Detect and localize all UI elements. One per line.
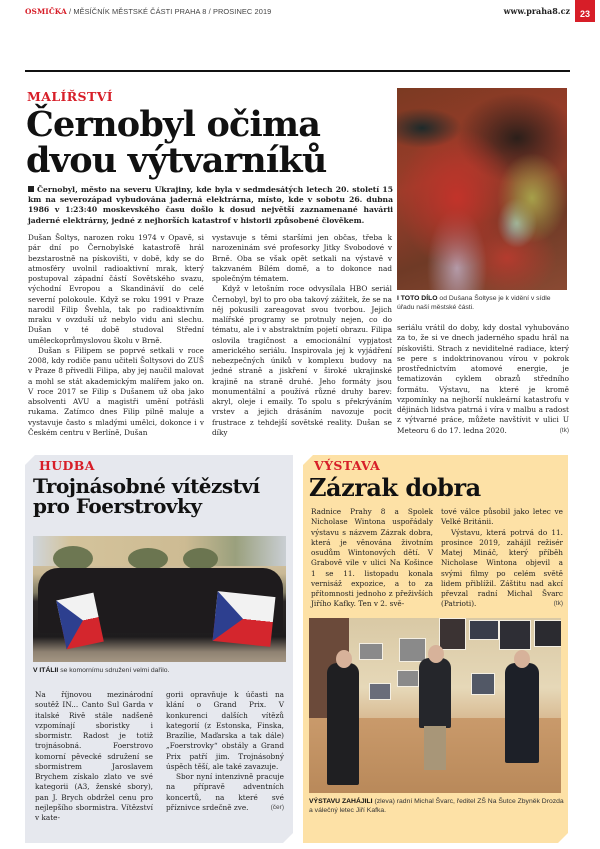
paragraph: tové válce působil jako letec ve Velké Británii. <box>441 507 563 527</box>
author-signature: (čer) <box>270 803 284 811</box>
main-headline-line1: Černobyl očima <box>26 104 321 145</box>
paragraph: Sbor nyní intenzivně pracuje na přípravě adventních koncertů, na které své příznivce srdečně zve. <box>166 772 284 812</box>
caption-lead: I TOTO DÍLO <box>397 295 438 302</box>
music-headline <box>33 476 260 517</box>
person-center <box>419 658 451 728</box>
exhibition-kicker: VÝSTAVA <box>314 458 381 473</box>
music-headline-line1: Trojnásobné vítězství <box>33 474 260 498</box>
exhibition-caption <box>309 797 564 815</box>
author-signature: (tk) <box>553 600 563 608</box>
caption-lead: V ITÁLII <box>33 667 59 674</box>
painting-image <box>397 88 567 290</box>
bullet-square-icon <box>28 186 34 192</box>
paragraph: Když v letošním roce odvysílala HBO seriál Černobyl, byl to pro oba takový zážitek, že se na něj pokusili zareagovat svou tvorbou. Jejich malířské programy se protnuly nejen, co do tématu, ale i v abstraktním pojetí obrazu. Filipa oslovila tragičnost a emocionální vypjatost amerického seriálu. Inspirovala jej k vyjádření nebezpečných úniků v komplexu budovy na jedné straně a jiskření v široké ukrajinské krajině na straně druhé. Jeho formáty jsou monumentální a používá různé druhy barev: akryl, oleje i emaily. To spolu s překrýváním vrstev a jejich drásáním navozuje pocit frustrace z tehdejší sovětské reality. Dušan se díky <box>212 284 392 437</box>
website-url[interactable]: www.praha8.cz <box>503 6 570 16</box>
person-left <box>327 663 359 785</box>
caption-text: (zleva) radní Michal Švarc, ředitel ZŠ Na Šutce Zbyněk Drozda a válečný letec Jiří Kafka. <box>309 798 564 814</box>
paragraph: seriálu vrátil do doby, kdy dostal vyhubováno za to, že si ve dnech jaderného spadu hrál na pískovišti. Strach z neviditelné radiace, který se pere s indoktrinovanou vírou v pokrok prostřednictvím atomové energie, je tematizován cyklem obrazů středního formátu. Výstavu, na které je kromě vzpomínky na nejhorší nukleární katastrofu v dějinách lidstva patrná i víra v malbu a radost z výtvarné práce, můžete navštívit v ulici U Meteoru 6 do 17. ledna 2020. <box>397 323 569 435</box>
choir-photo <box>33 536 286 662</box>
main-kicker: MALÍŘSTVÍ <box>27 89 114 104</box>
music-kicker: HUDBA <box>39 458 95 473</box>
choir-caption <box>33 666 288 675</box>
main-lead-text: Černobyl, město na severu Ukrajiny, kde byla v sedmdesátých letech 20. století 15 km na severozápad vybudována jaderná elektrárna, místo, kde v sobotu 26. dubna 1986 v 1:23:40 moskevského času došlo k dosud největší zaznamenané havárii jaderné elektrárny, jedné z nejhorších katastrof v historii způsobené člověkem. <box>28 185 393 225</box>
author-signature: (tk) <box>559 426 569 434</box>
brand-name: OSMIČKA <box>25 7 67 16</box>
exhibition-headline: Zázrak dobra <box>309 473 481 502</box>
caption-text: od Dušana Šoltyse je k vidění v sídle úřadu naší městské části. <box>397 295 551 311</box>
page-header <box>0 0 600 22</box>
section-divider <box>25 70 570 72</box>
music-column-1 <box>35 690 153 823</box>
main-lead <box>28 185 393 226</box>
exhibition-column-1 <box>311 507 433 610</box>
exhibition-column-2 <box>441 507 563 610</box>
person-right <box>505 663 539 763</box>
caption-lead: VÝSTAVU ZAHÁJILI <box>309 798 373 805</box>
page-number: 23 <box>575 0 595 22</box>
caption-text: se komornímu sdružení velmi dařilo. <box>58 667 170 674</box>
paragraph: Výstavu, která potrvá do 11. prosince 2019, zahájil režisér Matej Mináč, který příběh Nicholase Wintona objevil a svými filmy po celém světě lidem přiblížil. Záštitu nad akcí převzal radní Michal Švarc (Patrioti). <box>441 527 563 609</box>
music-headline-line2: pro Foerstrovky <box>33 494 202 519</box>
person-head <box>428 645 444 663</box>
person-head <box>514 650 530 668</box>
painting-caption <box>397 294 569 312</box>
main-headline <box>26 104 327 181</box>
paragraph: Radnice Prahy 8 a Spolek Nicholase Wintona uspořádaly výstavu s názvem Zázrak dobra, která je věnována životním osudům Wintonových dětí. V Grabově vile v ulici Na Košince 1 se 11. listopadu konala vernisáž expozice, a to za přítomnosti jednoho z přeživších Jiřího Kafky. Ten v 2. svě- <box>311 507 433 609</box>
main-headline-line2: dvou výtvarníků <box>26 139 327 181</box>
person-head <box>336 650 352 668</box>
exhibition-photo <box>309 618 561 793</box>
main-column-3 <box>397 323 569 436</box>
paragraph: Dušan s Filipem se poprvé setkali v roce 2008, kdy rodiče panu učiteli Šoltysovi do ZUŠ v Praze 8 přivedli Filipa, aby jej naučil malovat a mohl se stát akademickým malířem jako on. V roce 2017 se Filip s Dušanem už oba jako absolventi AVU a magistři umění potřásli rukama. Zatímco dnes Filip pilně maluje a vystavuje často s mladými umělci, dokonce i v Českém centru v Berlíně, Dušan <box>28 345 204 437</box>
music-column-2 <box>166 690 284 813</box>
masthead-subtitle: / MĚSÍČNÍK MĚSTSKÉ ČÁSTI PRAHA 8 / PROSINEC 2019 <box>66 7 272 16</box>
paragraph: Na říjnovou mezinárodní soutěž IN... Canto Sul Garda v italské Rivě stále nadšeně vzpomínají sboristky i sbormistr. Radost je totiž trojnásobná. Foerstrovo komorní pěvecké sdružení se sbormistrem Jaroslavem Brychem získalo zlato ve své kategorii (A3, ženské sbory), pan J. Brych obdržel cenu pro nejlepšího sbormistra. Vítězství v kate- <box>35 690 153 822</box>
main-column-1 <box>28 233 204 438</box>
paragraph: vystavuje s těmi staršími jen občas, třeba k narozeninám své profesorky Jitky Svobodové v Brně. Oba se však opět setkali na výstavě v takzvaném Bílém domě, a to dokonce nad společným tématem. <box>212 233 392 283</box>
paragraph: gorii opravňuje k účasti na klání o Grand Prix. V konkurenci dalších vítězů kategorií (z Estonska, Finska, Brazílie, Maďarska a tak dále) „Foerstrovky“ obstály a Grand Prix patří jim. Trojnásobný úspěch těší, ale také zavazuje. <box>166 690 284 771</box>
masthead <box>25 7 271 16</box>
czech-flag-right <box>213 591 276 647</box>
paragraph: Dušan Šoltys, narozen roku 1974 v Opavě, si pár dní po Černobylské katastrofě hrál bezstarostně na pískovišti, v době, kdy se do atmosféry uvolnil radioaktivní mrak, který postupoval západní částí Sovětského svazu, východní Evropou a Skandinávií do celé severní polokoule. Když se roku 1991 v Praze narodil Filip Švehla, tak po radioaktivním mraku v ovzduší už nebylo vidu ani slechu. Dušan v té době studoval Střední uměleckoprůmyslovou školu v Brně. <box>28 233 204 345</box>
main-column-2 <box>212 233 392 438</box>
